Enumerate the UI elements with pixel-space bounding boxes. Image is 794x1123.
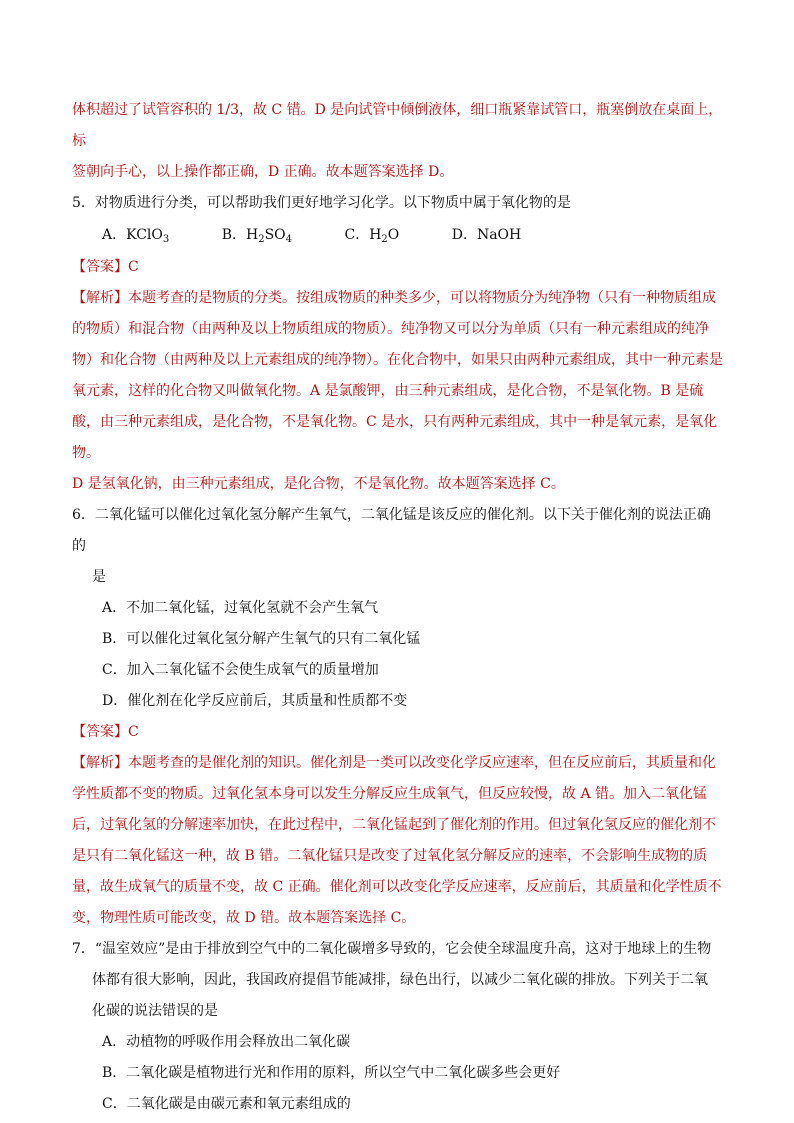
- analysis-tag: 【解析】: [72, 755, 128, 771]
- question-6-option-d: D．催化剂在化学反应前后，其质量和性质都不变: [102, 693, 408, 709]
- option-a: A．KClO$_3$: [102, 227, 170, 245]
- question-7-stem: 7．“温室效应”是由于排放到空气中的二氧化碳增多导致的，它会使全球温度升高，这对于地球上的生物: [72, 941, 712, 957]
- carryover-line-1: 体积超过了试管容积的 1/3，故 C 错。D 是向试管中倾倒液体，细口瓶紧靠试管口，瓶塞倒放在桌面上，标: [72, 102, 723, 149]
- carryover-line-2: 签朝向手心，以上操作都正确，D 正确。故本题答案选择 D。: [72, 164, 454, 180]
- question-7-stem-cont-1: 体都有很大影响，因此，我国政府提倡节能减排，绿色出行，以减少二氧化碳的排放。下列关于二氧: [92, 972, 708, 988]
- question-5-analysis: [72, 283, 724, 469]
- question-7-option-b: B．二氧化碳是植物进行光和作用的原料，所以空气中二氧化碳多些会更好: [102, 1065, 561, 1081]
- question-6-stem-cont: 是: [92, 569, 106, 585]
- question-5-options: [72, 219, 724, 252]
- question-6-analysis: [72, 748, 724, 934]
- question-7-stem-cont-2: 化碳的说法错误的是: [92, 1003, 218, 1019]
- analysis-tag: 【解析】: [72, 290, 128, 306]
- analysis-text: 本题考查的是物质的分类。按组成物质的种类多少，可以将物质分为纯净物（只有一种物质组成的物质）和混合物（由两种及以上物质组成的物质）。纯净物又可以分为单质（只有一种元素组成的纯净物）和化合物（由两种及以上元素组成的纯净物）。在化合物中，如果只由两种元素组成，其中一种元素是氧元素，这样的化合物又叫做氧化物。A 是氯酸钾，由三种元素组成，是化合物，不是氧化物。B 是硫酸，由三种元素组成，是化合物，不是氧化物。C 是水，只有两种元素组成，其中一种是氧元素，是氧化物。: [72, 290, 723, 461]
- answer-value: C: [128, 259, 139, 275]
- question-7-option-a: A．动植物的呼吸作用会释放出二氧化碳: [102, 1034, 351, 1050]
- question-6-option-a: A．不加二氧化锰，过氧化氢就不会产生氧气: [102, 600, 379, 616]
- analysis-text: 本题考查的是催化剂的知识。催化剂是一类可以改变化学反应速率，但在反应前后，其质量和化学性质都不变的物质。过氧化氢本身可以发生分解反应生成氧气，但反应较慢，故 A 错。加入二氧化锰后，过氧化氢的分解速率加快，在此过程中，二氧化锰起到了催化剂的作用。但过氧化氢反应的催化剂不是只有二氧化锰这一种，故 B 错。二氧化锰只是改变了过氧化氢分解反应的速率，不会影响生成物的质量，故生成氧气的质量不变，故 C 正确。催化剂可以改变化学反应速率，反应前后，其质量和化学性质不变，物理性质可能改变，故 D 错。故本题答案选择 C。: [72, 755, 722, 926]
- answer-tag: 【答案】: [72, 724, 128, 740]
- question-6-stem: 6．二氧化锰可以催化过氧化氢分解产生氧气，二氧化锰是该反应的催化剂。以下关于催化剂的说法正确的: [72, 507, 711, 554]
- question-5-answer: [72, 252, 724, 283]
- option-c: C．$H_2O$: [344, 227, 400, 245]
- question-6-answer: [72, 717, 724, 748]
- answer-value: C: [128, 724, 139, 740]
- question-5-analysis-last: D 是氢氧化钠，由三种元素组成，是化合物，不是氧化物。故本题答案选择 C。: [72, 476, 565, 492]
- option-d: D．NaOH: [451, 227, 522, 243]
- question-5-stem: 5．对物质进行分类，可以帮助我们更好地学习化学。以下物质中属于氧化物的是: [72, 195, 571, 211]
- answer-tag: 【答案】: [72, 259, 128, 275]
- question-7-option-c: C．二氧化碳是由碳元素和氧元素组成的: [102, 1096, 351, 1112]
- question-6-option-b: B．可以催化过氧化氢分解产生氧气的只有二氧化锰: [102, 631, 421, 647]
- question-6-option-c: C．加入二氧化锰不会使生成氧气的质量增加: [102, 662, 379, 678]
- option-b: B．$H_2SO_4$: [221, 227, 293, 245]
